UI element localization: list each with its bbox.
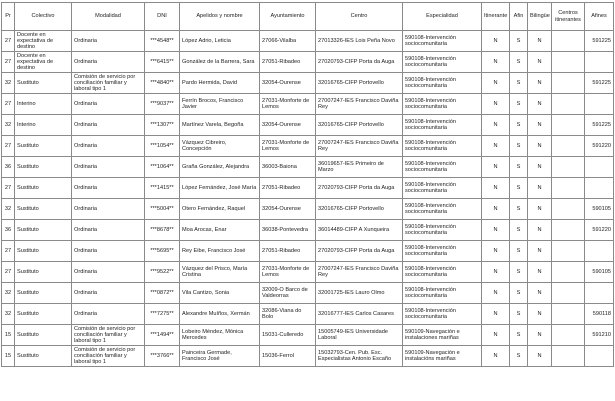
cell-colectivo: Sustituto <box>15 304 72 325</box>
cell-bilingue: N <box>528 346 552 367</box>
cell-especialidad: 590108-Intervención sociocomunitaria <box>403 304 482 325</box>
header-itinerante: Itinerante <box>482 3 510 31</box>
cell-nombre: Graña González, Alejandra <box>180 157 260 178</box>
header-pr: Pr <box>2 3 15 31</box>
cell-modalidad: Comisión de servicio por conciliación familiar y laboral tipo 1 <box>72 73 145 94</box>
cell-itinerante: N <box>482 178 510 199</box>
cell-especialidad: 590108-Intervención sociocomunitaria <box>403 73 482 94</box>
cell-modalidad: Ordinaria <box>72 199 145 220</box>
cell-colectivo: Sustituto <box>15 199 72 220</box>
cell-centro: 36014489-CIFP A Xunqueira <box>316 220 403 241</box>
cell-centro: 32016765-CIFP Portovello <box>316 115 403 136</box>
cell-bilingue: N <box>528 52 552 73</box>
cell-especialidad: 590108-Intervención sociocomunitaria <box>403 94 482 115</box>
cell-pr: 32 <box>2 115 15 136</box>
cell-especialidad: 590108-Intervención sociocomunitaria <box>403 115 482 136</box>
cell-dni: ***1307** <box>145 115 180 136</box>
cell-afin: S <box>510 94 528 115</box>
cell-centro: 32016777-IES Carlos Casares <box>316 304 403 325</box>
cell-colectivo: Sustituto <box>15 241 72 262</box>
cell-modalidad: Ordinaria <box>72 304 145 325</box>
cell-ayuntamiento: 36003-Baiona <box>260 157 316 178</box>
cell-nombre: Ferrín Brocos, Francisco Javier <box>180 94 260 115</box>
cell-dni: ***9037** <box>145 94 180 115</box>
cell-nombre: Vázquez Cibreiro, Concepción <box>180 136 260 157</box>
cell-afin: S <box>510 157 528 178</box>
cell-especialidad: 590108-Intervención sociocomunitaria <box>403 241 482 262</box>
assignments-table <box>1 2 614 367</box>
cell-centro: 27007247-IES Francisco Daviña Rey <box>316 262 403 283</box>
cell-modalidad: Ordinaria <box>72 136 145 157</box>
cell-itinerante: N <box>482 115 510 136</box>
cell-pr: 27 <box>2 136 15 157</box>
cell-itinerante: N <box>482 220 510 241</box>
cell-ayuntamiento: 36038-Pontevedra <box>260 220 316 241</box>
cell-modalidad: Ordinaria <box>72 115 145 136</box>
cell-modalidad: Ordinaria <box>72 157 145 178</box>
cell-pr: 27 <box>2 52 15 73</box>
cell-afin: S <box>510 220 528 241</box>
cell-modalidad: Ordinaria <box>72 178 145 199</box>
cell-colectivo: Interino <box>15 115 72 136</box>
cell-itinerante: N <box>482 304 510 325</box>
cell-bilingue: N <box>528 136 552 157</box>
cell-ayuntamiento: 15036-Ferrol <box>260 346 316 367</box>
cell-colectivo: Sustituto <box>15 346 72 367</box>
cell-pr: 32 <box>2 283 15 304</box>
cell-nombre: Painceira Germade, Francisco José <box>180 346 260 367</box>
header-apellidos: Apelidos y nombre <box>180 3 260 31</box>
table-row <box>2 94 614 115</box>
cell-dni: ***6415** <box>145 52 180 73</box>
header-ayuntamiento: Ayuntamiento <box>260 3 316 31</box>
cell-itinerante: N <box>482 346 510 367</box>
cell-especialidad: 590108-Intervención sociocomunitaria <box>403 157 482 178</box>
cell-dni: ***7275** <box>145 304 180 325</box>
cell-colectivo: Sustituto <box>15 73 72 94</box>
cell-afin: S <box>510 31 528 52</box>
cell-pr: 27 <box>2 94 15 115</box>
cell-nombre: Martínez Varela, Begoña <box>180 115 260 136</box>
cell-colectivo: Sustituto <box>15 283 72 304</box>
cell-dni: ***9522** <box>145 262 180 283</box>
cell-dni: ***1415** <box>145 178 180 199</box>
cell-centros-itinerantes <box>552 241 585 262</box>
cell-pr: 27 <box>2 178 15 199</box>
table-row <box>2 31 614 52</box>
cell-centro: 32016765-CIFP Portovello <box>316 199 403 220</box>
table-row <box>2 157 614 178</box>
cell-centros-itinerantes <box>552 199 585 220</box>
table-row <box>2 199 614 220</box>
cell-afines: 591225 <box>585 115 614 136</box>
cell-afines <box>585 346 614 367</box>
cell-nombre: López Fernández, José María <box>180 178 260 199</box>
cell-centros-itinerantes <box>552 31 585 52</box>
header-row <box>2 3 614 31</box>
cell-afines <box>585 94 614 115</box>
table-row <box>2 178 614 199</box>
table-row <box>2 241 614 262</box>
cell-especialidad: 590108-Intervención sociocomunitaria <box>403 283 482 304</box>
cell-ayuntamiento: 27066-Vilalba <box>260 31 316 52</box>
cell-itinerante: N <box>482 157 510 178</box>
cell-modalidad: Comisión de servicio por conciliación familiar y laboral tipo 1 <box>72 325 145 346</box>
cell-bilingue: N <box>528 304 552 325</box>
cell-afin: S <box>510 304 528 325</box>
cell-centros-itinerantes <box>552 283 585 304</box>
cell-afin: S <box>510 73 528 94</box>
cell-centro: 27020793-CIFP Porta da Auga <box>316 52 403 73</box>
cell-ayuntamiento: 32009-O Barco de Valdeorras <box>260 283 316 304</box>
cell-itinerante: N <box>482 94 510 115</box>
cell-dni: ***1494** <box>145 325 180 346</box>
cell-afin: S <box>510 199 528 220</box>
cell-afines <box>585 52 614 73</box>
table-row <box>2 262 614 283</box>
cell-bilingue: N <box>528 73 552 94</box>
cell-ayuntamiento: 32054-Ourense <box>260 73 316 94</box>
cell-colectivo: Sustituto <box>15 220 72 241</box>
cell-colectivo: Sustituto <box>15 136 72 157</box>
cell-pr: 36 <box>2 220 15 241</box>
cell-centro: 32016765-CIFP Portovello <box>316 73 403 94</box>
cell-afines: 590105 <box>585 262 614 283</box>
cell-centros-itinerantes <box>552 52 585 73</box>
cell-afines: 591210 <box>585 325 614 346</box>
header-centros-itinerantes: Centros itinerantes <box>552 3 585 31</box>
cell-colectivo: Sustituto <box>15 325 72 346</box>
cell-centros-itinerantes <box>552 73 585 94</box>
cell-centro: 32001725-IES Lauro Olmo <box>316 283 403 304</box>
cell-nombre: Moa Arocas, Enar <box>180 220 260 241</box>
cell-afines <box>585 283 614 304</box>
cell-modalidad: Ordinaria <box>72 94 145 115</box>
header-dni: DNI <box>145 3 180 31</box>
cell-dni: ***8678** <box>145 220 180 241</box>
cell-pr: 15 <box>2 346 15 367</box>
header-afines: Afines <box>585 3 614 31</box>
header-bilingue: Bilingüe <box>528 3 552 31</box>
cell-centro: 15032793-Cen. Pub. Esc. Especialistas Antonio Escaño <box>316 346 403 367</box>
table-row <box>2 346 614 367</box>
cell-especialidad: 590108-Intervención sociocomunitaria <box>403 220 482 241</box>
cell-itinerante: N <box>482 52 510 73</box>
cell-dni: ***5695** <box>145 241 180 262</box>
cell-itinerante: N <box>482 199 510 220</box>
table-row <box>2 220 614 241</box>
cell-itinerante: N <box>482 325 510 346</box>
cell-centro: 27013326-IES Lois Peña Novo <box>316 31 403 52</box>
cell-nombre: Vázquez del Prisco, María Cristina <box>180 262 260 283</box>
table-row <box>2 325 614 346</box>
cell-especialidad: 590108-Intervención sociocomunitaria <box>403 136 482 157</box>
cell-ayuntamiento: 27031-Monforte de Lemos <box>260 94 316 115</box>
cell-bilingue: N <box>528 325 552 346</box>
cell-especialidad: 590108-Intervención sociocomunitaria <box>403 262 482 283</box>
cell-nombre: Alexandre Muíños, Xermán <box>180 304 260 325</box>
cell-afines: 591220 <box>585 136 614 157</box>
cell-afin: S <box>510 325 528 346</box>
cell-dni: ***5004** <box>145 199 180 220</box>
table-row <box>2 304 614 325</box>
cell-centro: 15005749-IES Universidade Laboral <box>316 325 403 346</box>
cell-dni: ***4548** <box>145 31 180 52</box>
header-especialidad: Especialidad <box>403 3 482 31</box>
cell-nombre: Pardo Hermida, David <box>180 73 260 94</box>
cell-afines: 590118 <box>585 304 614 325</box>
cell-bilingue: N <box>528 157 552 178</box>
cell-afin: S <box>510 136 528 157</box>
cell-colectivo: Interino <box>15 94 72 115</box>
cell-colectivo: Docente en expectativa de destino <box>15 52 72 73</box>
cell-modalidad: Ordinaria <box>72 52 145 73</box>
cell-pr: 15 <box>2 325 15 346</box>
cell-itinerante: N <box>482 73 510 94</box>
cell-bilingue: N <box>528 199 552 220</box>
cell-ayuntamiento: 27051-Ribadeo <box>260 52 316 73</box>
cell-nombre: González de la Barrera, Sara <box>180 52 260 73</box>
cell-modalidad: Comisión de servicio por conciliación familiar y laboral tipo 1 <box>72 346 145 367</box>
cell-nombre: Lobeiro Méndez, Mónica Mercedes <box>180 325 260 346</box>
cell-bilingue: N <box>528 94 552 115</box>
cell-ayuntamiento: 27051-Ribadeo <box>260 178 316 199</box>
cell-nombre: Rey Eibe, Francisco José <box>180 241 260 262</box>
cell-centros-itinerantes <box>552 157 585 178</box>
cell-bilingue: N <box>528 31 552 52</box>
cell-afines <box>585 178 614 199</box>
cell-pr: 32 <box>2 304 15 325</box>
cell-dni: ***1054** <box>145 136 180 157</box>
cell-nombre: López Adrio, Leticia <box>180 31 260 52</box>
cell-afin: S <box>510 178 528 199</box>
cell-centro: 27007247-IES Francisco Daviña Rey <box>316 94 403 115</box>
header-modalidad: Modalidad <box>72 3 145 31</box>
cell-afines <box>585 241 614 262</box>
cell-nombre: Vila Cantizo, Sonia <box>180 283 260 304</box>
cell-afin: S <box>510 346 528 367</box>
cell-centros-itinerantes <box>552 346 585 367</box>
cell-itinerante: N <box>482 262 510 283</box>
cell-afines: 590105 <box>585 199 614 220</box>
cell-afines: 591225 <box>585 73 614 94</box>
cell-afin: S <box>510 262 528 283</box>
cell-especialidad: 590108-Intervención sociocomunitaria <box>403 199 482 220</box>
cell-afines <box>585 157 614 178</box>
table-row <box>2 73 614 94</box>
cell-modalidad: Ordinaria <box>72 31 145 52</box>
table-row <box>2 136 614 157</box>
cell-itinerante: N <box>482 136 510 157</box>
cell-pr: 27 <box>2 262 15 283</box>
cell-ayuntamiento: 32054-Ourense <box>260 199 316 220</box>
cell-modalidad: Ordinaria <box>72 220 145 241</box>
cell-dni: ***3766** <box>145 346 180 367</box>
cell-itinerante: N <box>482 31 510 52</box>
table-row <box>2 115 614 136</box>
cell-afines: 591220 <box>585 220 614 241</box>
cell-modalidad: Ordinaria <box>72 241 145 262</box>
cell-centro: 27020793-CIFP Porta da Auga <box>316 178 403 199</box>
cell-ayuntamiento: 32086-Viana do Bolo <box>260 304 316 325</box>
cell-centros-itinerantes <box>552 115 585 136</box>
header-colectivo: Colectivo <box>15 3 72 31</box>
cell-afin: S <box>510 115 528 136</box>
cell-pr: 32 <box>2 199 15 220</box>
cell-centros-itinerantes <box>552 178 585 199</box>
cell-ayuntamiento: 27051-Ribadeo <box>260 241 316 262</box>
header-afin: Afin <box>510 3 528 31</box>
cell-bilingue: N <box>528 178 552 199</box>
cell-afin: S <box>510 241 528 262</box>
cell-itinerante: N <box>482 241 510 262</box>
cell-colectivo: Sustituto <box>15 178 72 199</box>
cell-centros-itinerantes <box>552 136 585 157</box>
cell-modalidad: Ordinaria <box>72 283 145 304</box>
cell-pr: 32 <box>2 73 15 94</box>
cell-dni: ***0872** <box>145 283 180 304</box>
cell-pr: 27 <box>2 31 15 52</box>
cell-pr: 27 <box>2 241 15 262</box>
cell-centro: 27007247-IES Francisco Daviña Rey <box>316 136 403 157</box>
table-row <box>2 52 614 73</box>
cell-dni: ***4840** <box>145 73 180 94</box>
table-row <box>2 283 614 304</box>
cell-dni: ***1064** <box>145 157 180 178</box>
cell-itinerante: N <box>482 283 510 304</box>
cell-centro: 27020793-CIFP Porta da Auga <box>316 241 403 262</box>
cell-centros-itinerantes <box>552 220 585 241</box>
cell-ayuntamiento: 27031-Monforte de Lemos <box>260 136 316 157</box>
cell-bilingue: N <box>528 220 552 241</box>
cell-centros-itinerantes <box>552 262 585 283</box>
cell-modalidad: Ordinaria <box>72 262 145 283</box>
cell-afines: 591225 <box>585 31 614 52</box>
cell-centro: 36019657-IES Primeiro de Marzo <box>316 157 403 178</box>
cell-pr: 36 <box>2 157 15 178</box>
cell-centros-itinerantes <box>552 325 585 346</box>
cell-ayuntamiento: 15031-Culleredo <box>260 325 316 346</box>
cell-especialidad: 590108-Intervención sociocomunitaria <box>403 178 482 199</box>
cell-nombre: Otero Fernández, Raquel <box>180 199 260 220</box>
cell-bilingue: N <box>528 115 552 136</box>
cell-colectivo: Sustituto <box>15 262 72 283</box>
cell-colectivo: Sustituto <box>15 157 72 178</box>
cell-afin: S <box>510 283 528 304</box>
cell-especialidad: 590108-Intervención sociocomunitaria <box>403 52 482 73</box>
cell-especialidad: 590108-Intervención sociocomunitaria <box>403 31 482 52</box>
cell-bilingue: N <box>528 262 552 283</box>
cell-bilingue: N <box>528 241 552 262</box>
cell-ayuntamiento: 32054-Ourense <box>260 115 316 136</box>
cell-especialidad: 590109-Navegación e instalaciones mariñas <box>403 325 482 346</box>
cell-especialidad: 590109-Navegación e instalacións mariñas <box>403 346 482 367</box>
cell-bilingue: N <box>528 283 552 304</box>
cell-colectivo: Docente en expectativa de destino <box>15 31 72 52</box>
header-centro: Centro <box>316 3 403 31</box>
cell-centros-itinerantes <box>552 304 585 325</box>
cell-afin: S <box>510 52 528 73</box>
cell-centros-itinerantes <box>552 94 585 115</box>
cell-ayuntamiento: 27031-Monforte de Lemos <box>260 262 316 283</box>
